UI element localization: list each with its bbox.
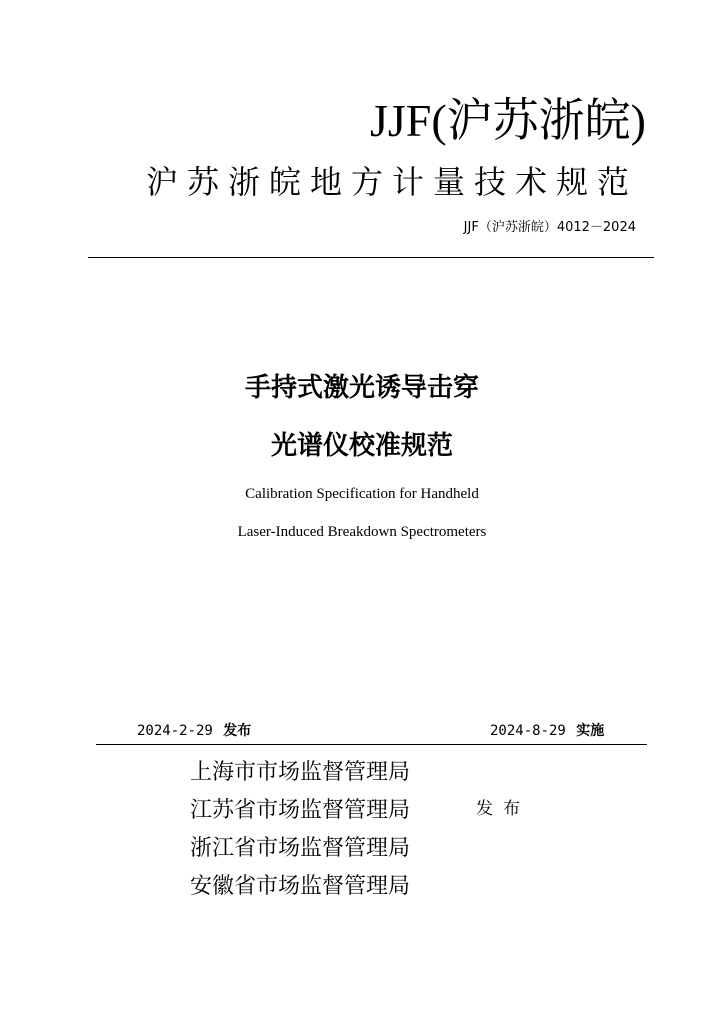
spec-type-title: 沪苏浙皖地方计量技术规范 — [145, 163, 638, 201]
issue-label: 发布 — [223, 723, 252, 739]
issue-date: 2024-2-29 — [137, 723, 213, 739]
document-title-en-line1: Calibration Specification for Handheld — [245, 486, 479, 502]
publisher-shanghai: 上海市市场监督管理局 — [190, 760, 411, 785]
document-title-cn-line2: 光谱仪校准规范 — [270, 431, 453, 461]
footer-divider — [96, 744, 647, 745]
publish-label: 发布 — [476, 799, 530, 819]
publisher-anhui: 安徽省市场监督管理局 — [190, 874, 411, 899]
jjf-logo: JJF(沪苏浙皖) — [369, 95, 646, 146]
document-title-cn-line1: 手持式激光诱导击穿 — [244, 373, 479, 403]
publisher-zhejiang: 浙江省市场监督管理局 — [190, 836, 411, 861]
publisher-jiangsu: 江苏省市场监督管理局 — [190, 798, 411, 823]
header-divider — [88, 257, 654, 258]
implement-date: 2024-8-29 — [490, 723, 566, 739]
issue-date-row — [137, 720, 251, 742]
implement-date-row — [490, 720, 604, 742]
document-title-en-line2: Laser-Induced Breakdown Spectrometers — [237, 524, 487, 540]
implement-label: 实施 — [576, 723, 605, 739]
publisher-list — [190, 754, 410, 906]
spec-number: JJF（沪苏浙皖）4012－2024 — [463, 220, 636, 235]
